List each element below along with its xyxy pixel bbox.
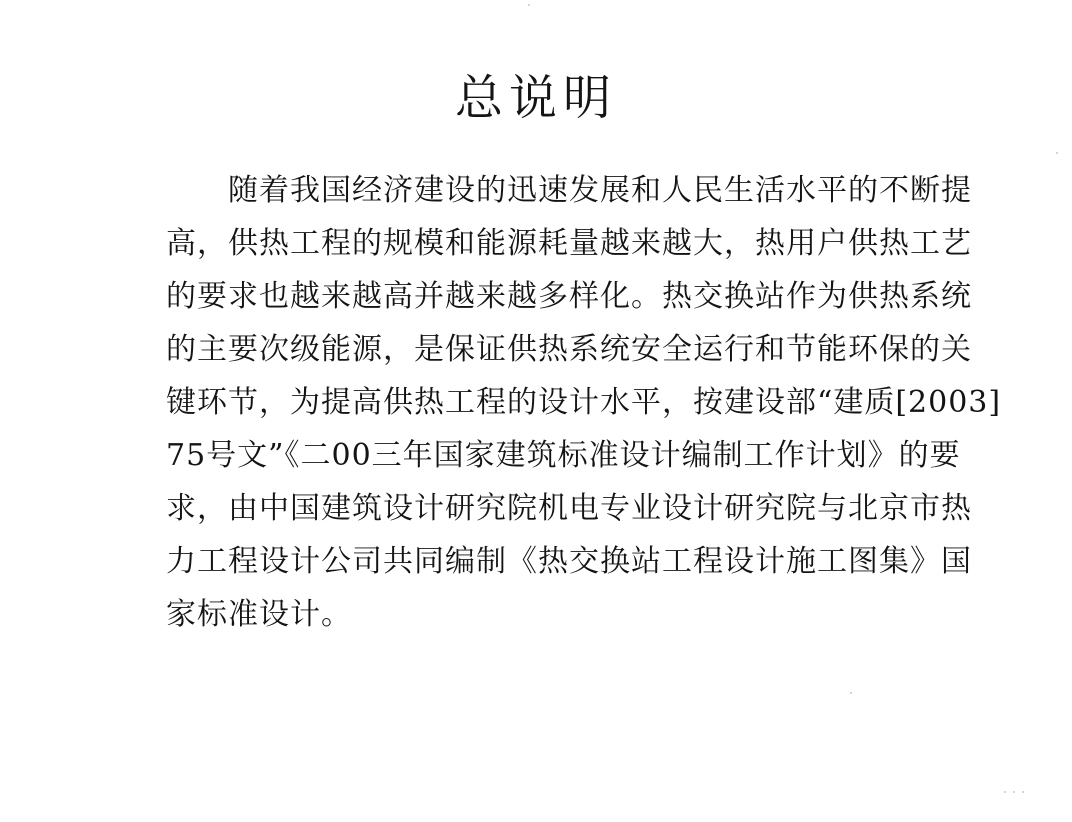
paragraph-line-8: 力工程设计公司共同编制《热交换站工程设计施工图集》国 [166, 544, 972, 579]
paragraph-line-9: 家标准设计。 [166, 597, 352, 632]
page-title: 总说明 [454, 70, 617, 126]
paragraph-line-5: 键环节，为提高供热工程的设计水平，按建设部“建质[2003] [166, 385, 1002, 420]
scan-speck [1013, 791, 1015, 793]
scan-speck [1022, 791, 1024, 793]
scan-speck [1056, 152, 1058, 154]
scan-speck [528, 4, 530, 6]
paragraph-line-2: 高，供热工程的规模和能源耗量越来越大，热用户供热工艺 [166, 226, 972, 261]
body-paragraph [166, 164, 1002, 641]
scan-speck [1004, 791, 1006, 793]
scan-speck [850, 692, 852, 694]
paragraph-line-4: 的主要次级能源，是保证供热系统安全运行和节能环保的关 [166, 332, 972, 367]
paragraph-line-7: 求，由中国建筑设计研究院机电专业设计研究院与北京市热 [166, 491, 972, 526]
paragraph-line-1: 随着我国经济建设的迅速发展和人民生活水平的不断提 [228, 173, 972, 208]
paragraph-line-6: 75号文”《二00三年国家建筑标准设计编制工作计划》的要 [166, 438, 961, 473]
paragraph-line-3: 的要求也越来越高并越来越多样化。热交换站作为供热系统 [166, 279, 972, 314]
